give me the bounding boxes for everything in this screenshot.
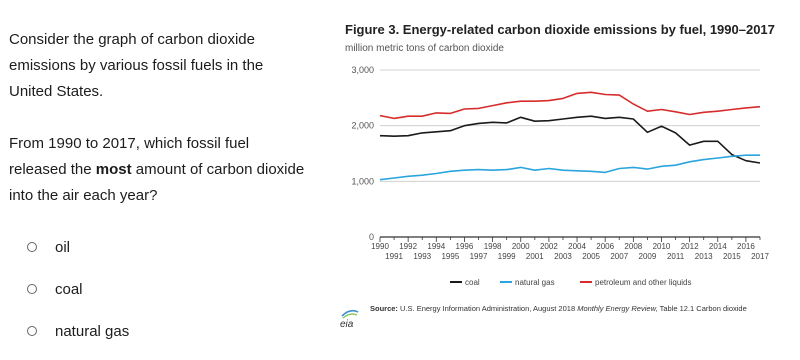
chart-figure — [330, 12, 790, 352]
chart-source — [370, 304, 747, 313]
x-tick-label: 2011 — [666, 252, 685, 261]
legend — [450, 278, 692, 287]
x-tick-label: 2007 — [610, 252, 629, 261]
source-row — [338, 302, 788, 332]
x-tick-label: 1990 — [371, 242, 389, 251]
source-text-part1: U.S. Energy Information Administration, August 2018 — [397, 304, 578, 313]
x-tick-label: 2005 — [582, 252, 601, 261]
source-publication: Monthly Energy Review, — [577, 304, 658, 313]
question-prompt-end: amount of carbon dioxide into the air each year? — [9, 161, 305, 204]
option-label-natural-gas: natural gas — [55, 322, 130, 340]
eia-logo-text: eia — [340, 319, 354, 330]
option-label-oil: oil — [55, 238, 71, 256]
x-tick-label: 2008 — [624, 242, 643, 251]
legend-label: coal — [465, 278, 480, 287]
x-tick-label: 1997 — [469, 252, 488, 261]
x-tick-label: 2000 — [511, 242, 530, 251]
chart-y-unit: million metric tons of carbon dioxide — [345, 43, 504, 54]
option-label-coal: coal — [55, 280, 83, 298]
series-line-natural-gas — [380, 155, 760, 180]
emissions-line-chart — [330, 12, 790, 292]
x-tick-label: 2014 — [708, 242, 727, 251]
x-tick-label: 2001 — [525, 252, 544, 261]
x-tick-label: 2015 — [722, 252, 741, 261]
x-tick-label: 1991 — [385, 252, 403, 261]
source-text-part2: Table 12.1 Carbon dioxide — [657, 304, 747, 313]
x-tick-label: 2002 — [539, 242, 558, 251]
x-tick-label: 2013 — [694, 252, 713, 261]
x-tick-label: 2009 — [638, 252, 657, 261]
question-intro: Consider the graph of carbon dioxide emissions by various fossil fuels in the United States. — [9, 31, 264, 100]
question-prompt — [9, 131, 309, 209]
grid-lines — [380, 70, 760, 181]
x-tick-label: 1998 — [483, 242, 502, 251]
x-tick-label: 2010 — [652, 242, 671, 251]
eia-logo — [338, 306, 362, 330]
y-tick-label: 0 — [368, 232, 374, 242]
answer-options — [27, 226, 129, 352]
x-tick-label: 2017 — [751, 252, 769, 261]
option-oil[interactable] — [27, 226, 129, 268]
question-prompt-start: From 1990 to 2017, which fossil fuel released the — [9, 135, 250, 178]
question-prompt-emphasis: most — [95, 161, 132, 178]
series-line-petroleum-and-other-liquids — [380, 92, 760, 118]
radio-button-oil[interactable] — [27, 242, 37, 252]
series-lines — [380, 92, 760, 179]
legend-label: petroleum and other liquids — [595, 278, 692, 287]
y-tick-label: 3,000 — [351, 65, 374, 75]
x-tick-label: 2006 — [596, 242, 615, 251]
x-tick-label: 1994 — [427, 242, 446, 251]
x-tick-label: 2012 — [680, 242, 699, 251]
x-tick-label: 1999 — [497, 252, 516, 261]
x-tick-label: 1995 — [441, 252, 460, 261]
option-coal[interactable] — [27, 268, 129, 310]
x-tick-label: 2016 — [737, 242, 755, 251]
radio-button-natural-gas[interactable] — [27, 326, 37, 336]
legend-label: natural gas — [515, 278, 555, 287]
x-tick-label: 1996 — [455, 242, 474, 251]
x-tick-label: 1993 — [413, 252, 432, 261]
option-natural-gas[interactable] — [27, 310, 129, 352]
x-tick-label: 2004 — [568, 242, 586, 251]
series-line-coal — [380, 116, 760, 163]
y-axis-ticks — [351, 65, 374, 242]
y-tick-label: 1,000 — [351, 176, 374, 187]
x-tick-label: 2003 — [554, 252, 572, 261]
source-label: Source: — [370, 304, 398, 313]
chart-title: Figure 3. Energy-related carbon dioxide emissions by fuel, 1990–2017 — [345, 22, 775, 37]
y-tick-label: 2,000 — [351, 120, 374, 131]
x-axis — [371, 237, 769, 261]
question-panel — [9, 27, 309, 209]
x-tick-label: 1992 — [399, 242, 418, 251]
radio-button-coal[interactable] — [27, 284, 37, 294]
